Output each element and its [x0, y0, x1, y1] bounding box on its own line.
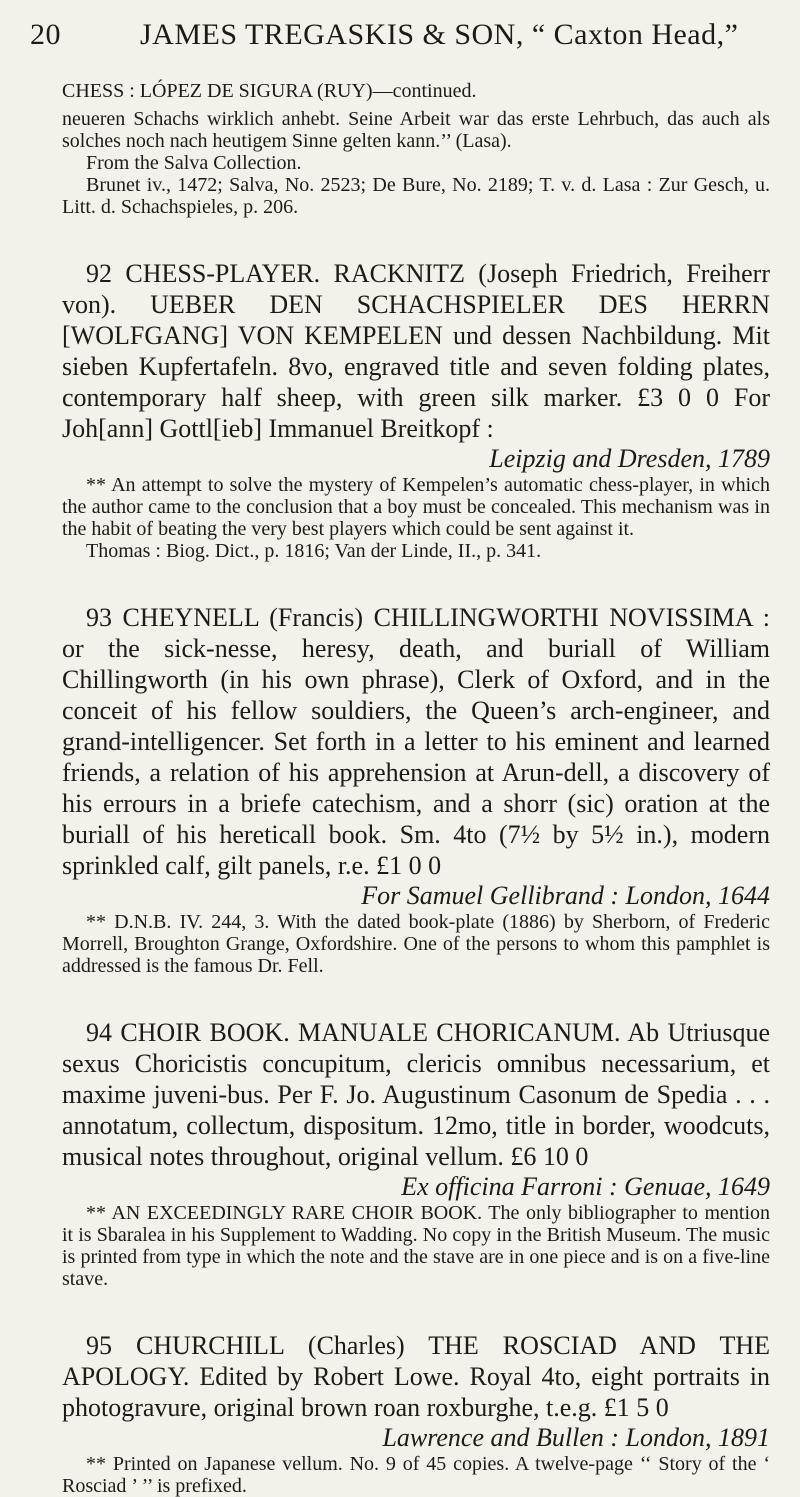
entry-body: 93 CHEYNELL (Francis) CHILLINGWORTHI NOVISSIMA : or the sick-nesse, heresy, death, and buriall of William Chillingworth (in his own phrase), Clerk of Oxford, and in the conceit of his fellow souldiers, the Queen’s arch-engineer, and grand-intelligencer. Set forth in a letter to his eminent and learned friends, a relation of his apprehension at Arun-dell, a discovery of his errours in a briefe catechism, and a shorr (sic) oration at the buriall of his hereticall book. Sm. 4to (7½ by 5½ in.), modern sprinkled calf, gilt panels, r.e. £1 0 0 — [62, 603, 770, 880]
entry-heading: CHESS : LÓPEZ DE SIGURA (RUY)—continued. — [62, 80, 477, 102]
entry-body: 94 CHOIR BOOK. MANUALE CHORICANUM. Ab Utriusque sexus Choricistis concupitum, clericis omnibus necessarium, et maxime juveni-bus. Per F. Jo. Augustinum Casonum de Spedia . . . annotatum, collectum, dispositum. 12mo, title in border, woodcuts, musical notes throughout, original vellum. £6 10 0 — [62, 1018, 770, 1171]
entry-91-continued — [62, 80, 770, 218]
running-header — [30, 18, 770, 52]
entry-95 — [62, 1330, 770, 1497]
entry-imprint: Ex officina Farroni : Genuae, 1649 — [401, 1172, 770, 1201]
entry-93 — [62, 602, 770, 977]
entry-body: 92 CHESS-PLAYER. RACKNITZ (Joseph Friedrich, Freiherr von). UEBER DEN SCHACHSPIELER DES HERRN [WOLFGANG] VON KEMPELEN und dessen Nachbildung. Mit sieben Kupfertafeln. 8vo, engraved title and seven folding plates, contemporary half sheep, with green silk marker. £3 0 0 For Joh[ann] Gottl[ieb] Immanuel Breitkopf : — [62, 259, 770, 443]
page-title: JAMES TREGASKIS & SON, “ Caxton Head,” — [140, 18, 739, 51]
entry-text: neueren Schachs wirklich anhebt. Seine Arbeit war das erste Lehrbuch, das auch als solches noch nach heutigem Sinne gelten kann.’’ (Lasa). — [62, 108, 770, 152]
entry-92 — [62, 258, 770, 562]
entry-imprint: Leipzig and Dresden, 1789 — [489, 444, 770, 473]
page-content — [62, 80, 770, 1497]
entry-note: ** D.N.B. IV. 244, 3. With the dated book-plate (1886) by Sherborn, of Frederic Morrell, Broughton Grange, Oxfordshire. One of the persons to whom this pamphlet is addressed is the famous Dr. Fell. — [62, 911, 770, 977]
entry-reference: Thomas : Biog. Dict., p. 1816; Van der Linde, II., p. 341. — [86, 540, 542, 562]
page-number: 20 — [30, 18, 61, 51]
entry-94 — [62, 1017, 770, 1290]
entry-note: ** AN EXCEEDINGLY RARE CHOIR BOOK. The only bibliographer to mention it is Sbaralea in his Supplement to Wadding. No copy in the British Museum. The music is printed from type in which the note and the stave are in one piece and is on a five-line stave. — [62, 1202, 770, 1290]
entry-note: From the Salva Collection. — [86, 152, 302, 174]
entry-note: ** An attempt to solve the mystery of Kempelen’s automatic chess-player, in which the author came to the conclusion that a boy must be concealed. This mechanism was in the habit of beating the very best players which could be sent against it. — [62, 474, 770, 540]
entry-imprint: For Samuel Gellibrand : London, 1644 — [361, 881, 770, 910]
entry-imprint: Lawrence and Bullen : London, 1891 — [382, 1423, 770, 1452]
entry-note: ** Printed on Japanese vellum. No. 9 of 45 copies. A twelve-page ‘‘ Story of the ‘ Rosciad ’ ’’ is prefixed. — [62, 1453, 770, 1497]
entry-reference: Brunet iv., 1472; Salva, No. 2523; De Bure, No. 2189; T. v. d. Lasa : Zur Gesch, u. Litt. d. Schachspieles, p. 206. — [62, 174, 770, 218]
entry-body: 95 CHURCHILL (Charles) THE ROSCIAD AND THE APOLOGY. Edited by Robert Lowe. Royal 4to, eight portraits in photogravure, original brown roan roxburghe, t.e.g. £1 5 0 — [62, 1331, 770, 1422]
